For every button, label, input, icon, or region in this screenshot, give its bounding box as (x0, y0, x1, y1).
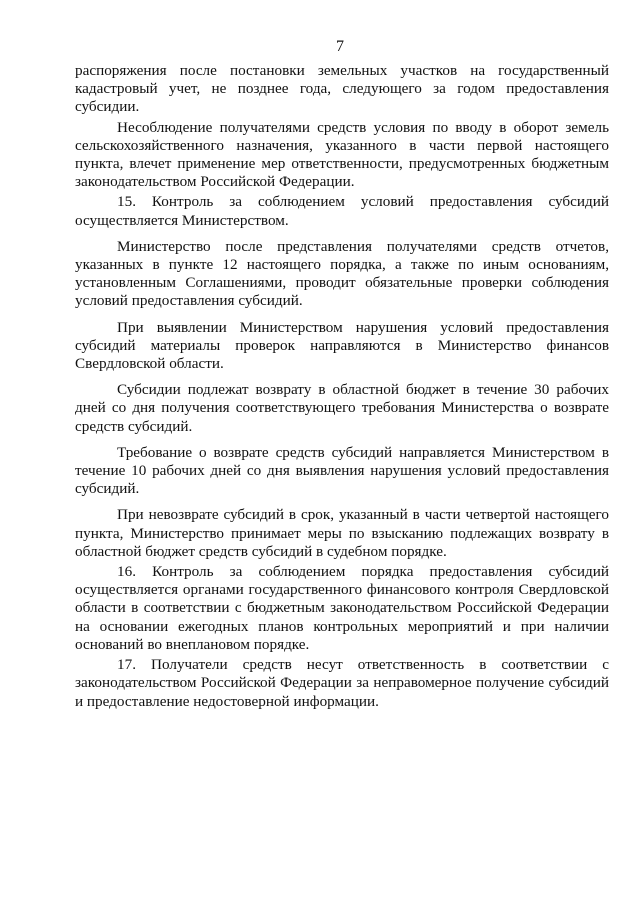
paragraph-violations: При выявлении Министерством нарушения условий предоставления субсидий материалы проверок направляются в Министерство финансов Свердловской области. (75, 318, 609, 373)
paragraph-refund-deadline: Субсидии подлежат возврату в областной бюджет в течение 30 рабочих дней со дня получения соответствующего требования Министерства о возврате средств субсидий. (75, 381, 609, 435)
paragraph-refund-demand: Требование о возврате средств субсидий направляется Министерством в течение 10 рабочих дней со дня выявления нарушения условий предоставления субсидий. (75, 443, 609, 498)
paragraph-item-16: 16. Контроль за соблюдением порядка предоставления субсидий осуществляется органами государственного финансового контроля Свердловской области в соответствии с бюджетным законодательством Российской Федерации на основании ежегодных планов контрольных мероприятий и при наличии оснований во внеплановом порядке. (75, 563, 609, 653)
paragraph-ministry-checks: Министерство после представления получателями средств отчетов, указанных в пункте 12 настоящего порядка, а также по иным основаниям, установленным Соглашениями, проводит обязательные проверки соблюдения условий предоставления субсидий. (75, 237, 609, 310)
paragraph-court-recovery: При невозврате субсидий в срок, указанный в части четвертой настоящего пункта, Министерство принимает меры по взысканию подлежащих возврату в областной бюджет средств субсидий в судебном порядке. (75, 506, 609, 560)
paragraph-continuation: распоряжения после постановки земельных участков на государственный кадастровый учет, не позднее года, следующего за годом предоставления субсидии. (75, 62, 609, 116)
paragraph-item-17: 17. Получатели средств несут ответственность в соответствии с законодательством Российской Федерации за неправомерное получение субсидий и предоставление недостоверной информации. (75, 656, 609, 710)
page-number: 7 (336, 38, 344, 55)
document-body (75, 62, 609, 711)
paragraph-item-15: 15. Контроль за соблюдением условий предоставления субсидий осуществляется Министерством. (75, 193, 609, 229)
paragraph-noncompliance: Несоблюдение получателями средств условия по вводу в оборот земель сельскохозяйственного назначения, указанного в части первой настоящего пункта, влечет применение мер ответственности, предусмотренных бюджетным законодательством Российской Федерации. (75, 118, 609, 191)
